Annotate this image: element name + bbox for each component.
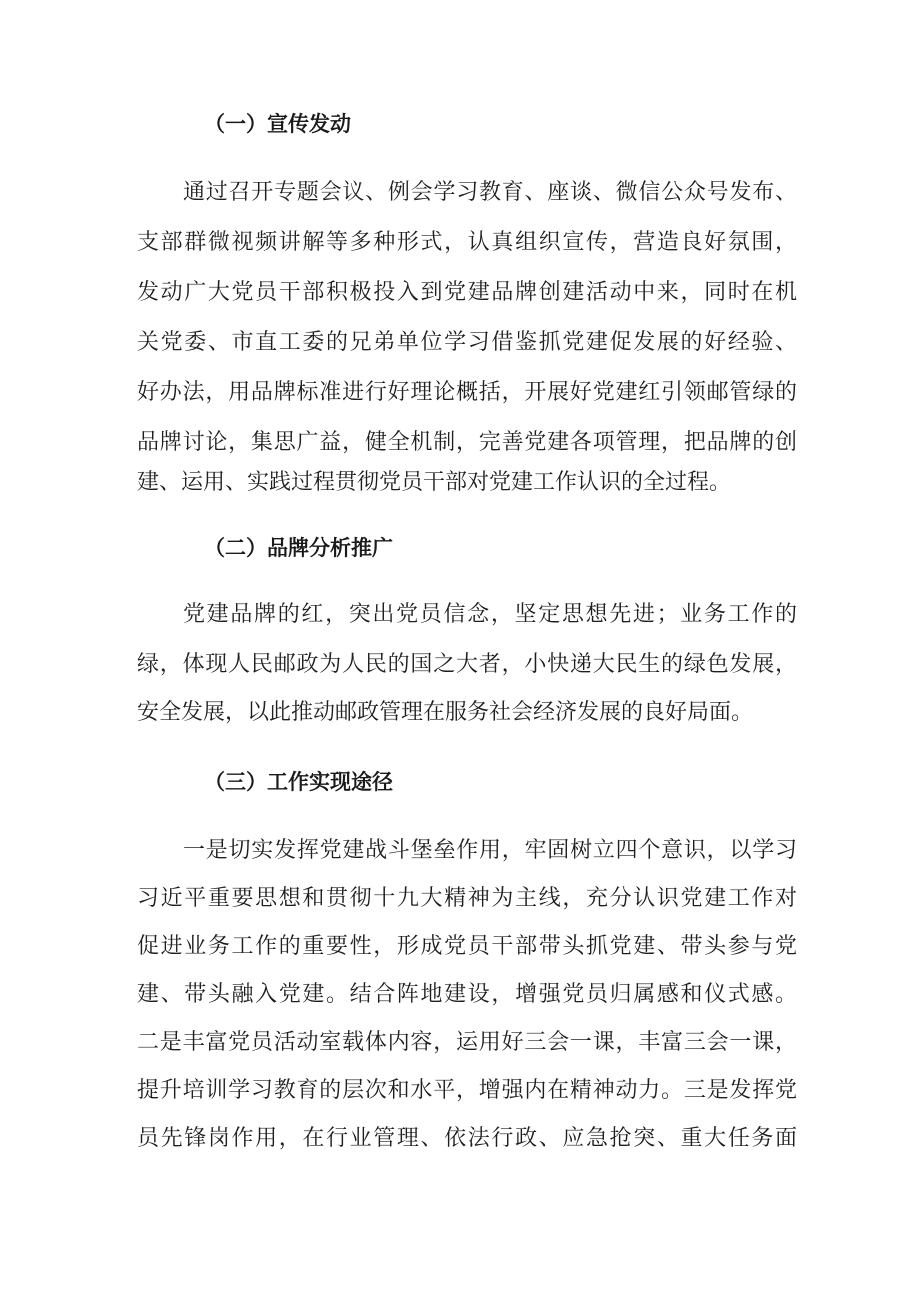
paragraph-line: 发动广大党员干部积极投入到党建品牌创建活动中来，同时在机 xyxy=(137,280,797,305)
paragraph-line: 安全发展，以此推动邮政管理在服务社会经济发展的良好局面。 xyxy=(137,700,754,725)
paragraph-line: 绿，体现人民邮政为人民的国之大者，小快递大民生的绿色发展， xyxy=(137,652,797,677)
paragraph-line: 品牌讨论，集思广益，健全机制，完善党建各项管理，把品牌的创 xyxy=(137,430,797,455)
section-heading-brand-analysis: （二）品牌分析推广 xyxy=(204,536,393,560)
paragraph-line: 习近平重要思想和贯彻十九大精神为主线，充分认识党建工作对 xyxy=(137,886,797,911)
section-heading-work-path: （三）工作实现途径 xyxy=(204,770,393,794)
paragraph-line: 关党委、市直工委的兄弟单位学习借鉴抓党建促发展的好经验、 xyxy=(137,330,797,355)
paragraph-line: 二是丰富党员活动室载体内容，运用好三会一课，丰富三会一课， xyxy=(137,1030,797,1055)
paragraph-line: 党建品牌的红，突出党员信念，坚定思想先进；业务工作的 xyxy=(183,602,797,627)
paragraph-line: 建、运用、实践过程贯彻党员干部对党建工作认识的全过程。 xyxy=(137,470,732,495)
paragraph-line: 一是切实发挥党建战斗堡垒作用，牢固树立四个意识，以学习 xyxy=(183,838,797,863)
paragraph-line: 支部群微视频讲解等多种形式，认真组织宣传，营造良好氛围， xyxy=(137,230,797,255)
paragraph-line: 通过召开专题会议、例会学习教育、座谈、微信公众号发布、 xyxy=(183,180,797,205)
paragraph-line: 建、带头融入党建。结合阵地建设，增强党员归属感和仪式感。 xyxy=(137,982,797,1007)
paragraph-line: 促进业务工作的重要性，形成党员干部带头抓党建、带头参与党 xyxy=(137,934,797,959)
paragraph-line: 员先锋岗作用，在行业管理、依法行政、应急抢突、重大任务面 xyxy=(137,1126,797,1151)
paragraph-line: 提升培训学习教育的层次和水平，增强内在精神动力。三是发挥党 xyxy=(137,1078,797,1103)
section-heading-publicity: （一）宣传发动 xyxy=(204,112,351,136)
paragraph-line: 好办法，用品牌标准进行好理论概括，开展好党建红引领邮管绿的 xyxy=(137,380,797,405)
